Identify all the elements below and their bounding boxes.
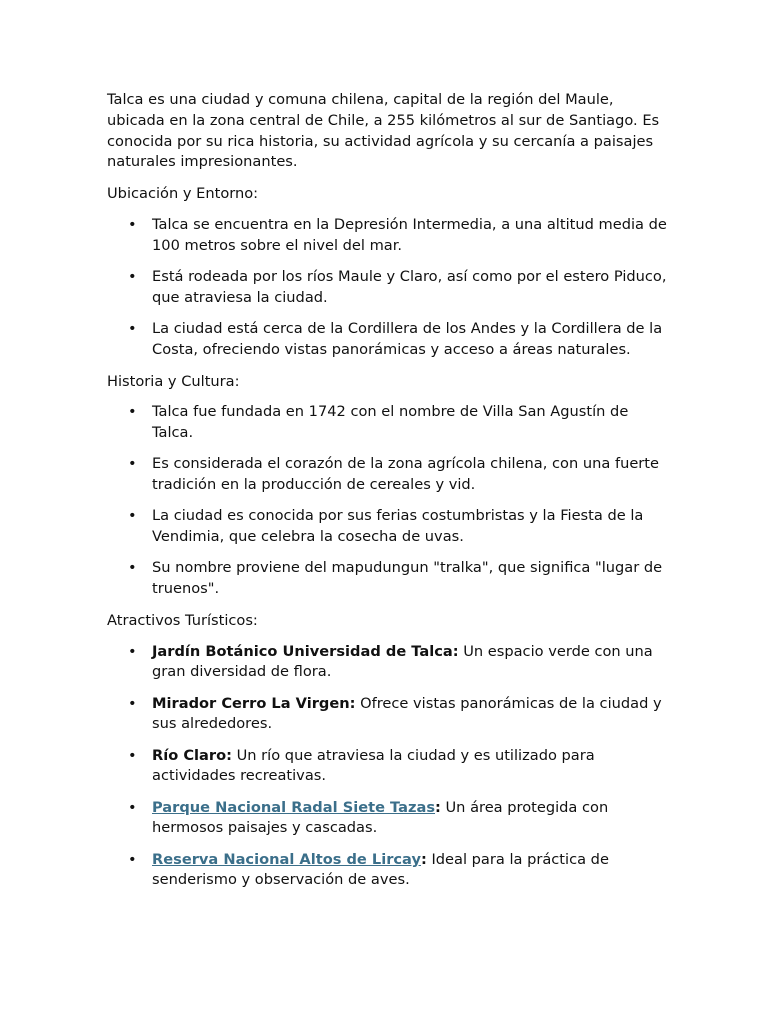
- ubicacion-list: [107, 215, 667, 361]
- altos-de-lircay-link[interactable]: Reserva Nacional Altos de Lircay: [152, 850, 421, 868]
- list-item: • La ciudad es conocida por sus ferias costumbristas y la Fiesta de la Vendimia, que celebra la cosecha de uvas.: [152, 506, 667, 548]
- attraction-title: Mirador Cerro La Virgen:: [152, 694, 356, 712]
- attraction-colon: :: [420, 850, 427, 868]
- list-item: • La ciudad está cerca de la Cordillera de los Andes y la Cordillera de la Costa, ofreciendo vistas panorámicas y acceso a áreas naturales.: [152, 319, 667, 361]
- list-item-mirador-cerro: [152, 694, 667, 736]
- historia-list: [107, 402, 667, 600]
- list-item: • Es considerada el corazón de la zona agrícola chilena, con una fuerte tradición en la producción de cereales y vid.: [152, 454, 667, 496]
- attraction-description: Un espacio verde con una gran diversidad de flora.: [152, 642, 653, 681]
- list-item: • Está rodeada por los ríos Maule y Claro, así como por el estero Piduco, que atraviesa la ciudad.: [152, 267, 667, 309]
- ubicacion-heading: Ubicación y Entorno:: [107, 185, 259, 203]
- attraction-title: Río Claro:: [152, 746, 232, 764]
- historia-heading: Historia y Cultura:: [107, 372, 240, 390]
- list-item-altos-de-lircay: [152, 850, 667, 892]
- attraction-colon: :: [435, 798, 441, 816]
- list-item-rio-claro: [152, 746, 667, 788]
- radal-siete-tazas-link[interactable]: Parque Nacional Radal Siete Tazas: [152, 798, 436, 816]
- attraction-description: Ofrece vistas panorámicas de la ciudad y sus alrededores.: [152, 694, 662, 733]
- attraction-description: Ideal para la práctica de senderismo y observación de aves.: [152, 850, 609, 889]
- attraction-description: Un área protegida con hermosos paisajes y cascadas.: [152, 798, 609, 837]
- attraction-description: Un río que atraviesa la ciudad y es utilizado para actividades recreativas.: [152, 746, 595, 785]
- list-item-radal-siete-tazas: [152, 798, 667, 840]
- list-item: • Talca fue fundada en 1742 con el nombre de Villa San Agustín de Talca.: [152, 402, 667, 444]
- atractivos-list: [107, 642, 667, 892]
- intro-paragraph: Talca es una ciudad y comuna chilena, capital de la región del Maule, ubicada en la zona central de Chile, a 255 kilómetros al sur de Santiago. Es conocida por su rica historia, su actividad agrícola y su cercanía a paisajes naturales impresionantes.: [107, 91, 660, 171]
- atractivos-heading: Atractivos Turísticos:: [107, 611, 258, 629]
- attraction-title: Jardín Botánico Universidad de Talca:: [152, 642, 459, 660]
- document-page: [107, 90, 667, 902]
- list-item-jardin-botanico: [152, 642, 667, 684]
- list-item: • Su nombre proviene del mapudungun "tralka", que significa "lugar de truenos".: [152, 558, 667, 600]
- list-item: • Talca se encuentra en la Depresión Intermedia, a una altitud media de 100 metros sobre el nivel del mar.: [152, 215, 667, 257]
